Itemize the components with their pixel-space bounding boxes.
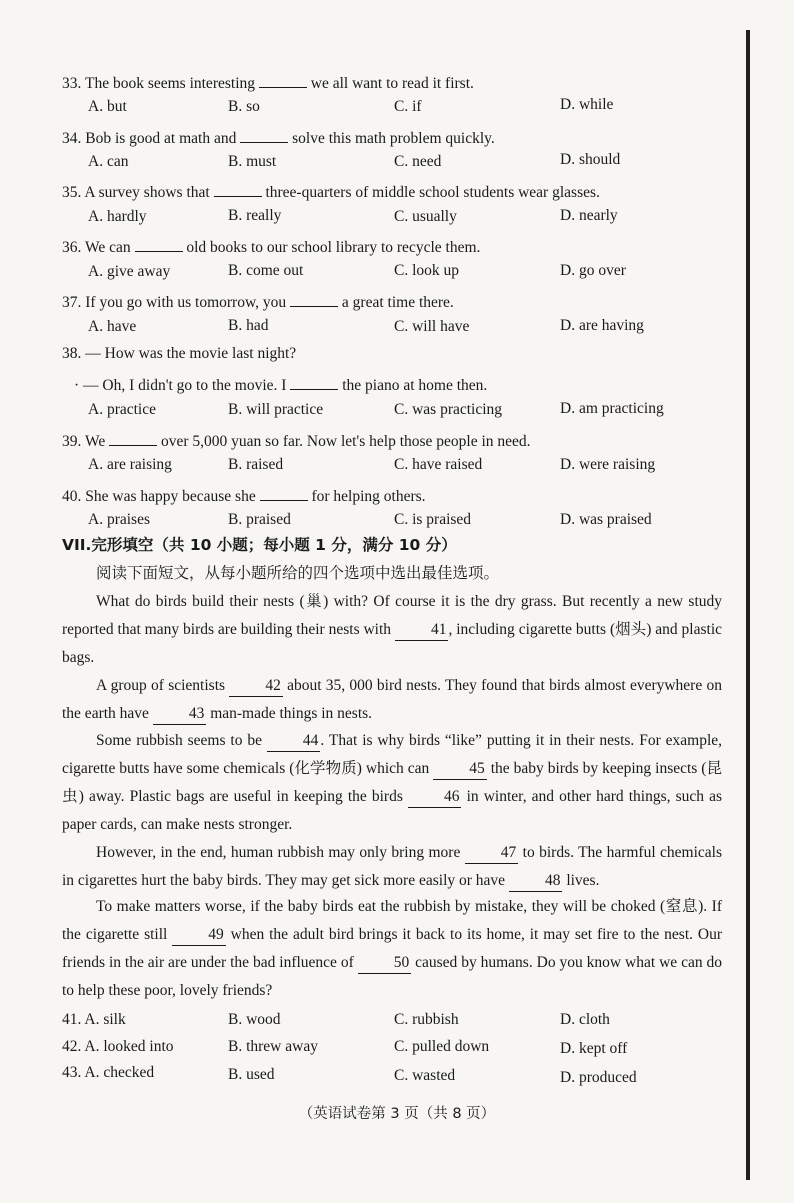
scan-edge-line xyxy=(746,30,750,1180)
question-text: 33. The book seems interesting xyxy=(62,75,256,92)
blank-41: 41 xyxy=(395,620,449,641)
answer-blank xyxy=(290,372,338,390)
answer-blank xyxy=(259,70,307,88)
option-a: A. have xyxy=(88,318,137,335)
question-text: a great time there. xyxy=(341,294,454,311)
option-c: C. if xyxy=(394,98,422,115)
question-text: 37. If you go with us tomorrow, you xyxy=(62,294,287,311)
passage-paragraph-5 xyxy=(62,893,722,1005)
page-footer: （英语试卷第 3 页（共 8 页） xyxy=(298,1106,496,1122)
answer-blank xyxy=(290,289,338,307)
blank-49: 49 xyxy=(172,925,226,946)
option-c: C. will have xyxy=(394,318,470,335)
passage-paragraph-2 xyxy=(62,672,722,728)
question-text: the piano at home then. xyxy=(342,377,488,394)
question-38-reply: · — Oh, I didn't go to the movie. I the piano at home then. xyxy=(74,372,487,396)
question-36 xyxy=(62,234,480,258)
cloze-42-option-d: D. kept off xyxy=(560,1040,628,1057)
option-a: A. practice xyxy=(88,401,156,418)
passage-text: What do birds build their nests (巢) with? Of course it is the dry grass. But recently a new study reported that many birds are building their nests with xyxy=(62,593,722,638)
option-c: C. usually xyxy=(394,208,457,225)
answer-blank xyxy=(109,428,157,446)
cloze-42-option-b: B. threw away xyxy=(228,1038,318,1055)
option-a: A. give away xyxy=(88,263,171,280)
cloze-43-option-d: D. produced xyxy=(560,1069,637,1086)
passage-text: man-made things in nests. xyxy=(210,705,373,722)
passage-paragraph-4 xyxy=(62,839,722,895)
blank-43: 43 xyxy=(153,704,207,725)
passage-text: To make matters worse, if the baby birds eat the rubbish by mistake, they will be choked (窒息). If the cigarette still xyxy=(62,898,722,943)
question-text: for helping others. xyxy=(311,488,426,505)
passage-text: in winter, and other hard things, such as paper cards, can make nests stronger. xyxy=(62,788,722,833)
option-c: C. have raised xyxy=(394,456,483,473)
question-text: 39. We xyxy=(62,433,106,450)
option-d: D. am practicing xyxy=(560,400,664,417)
cloze-41-option-a: 41. A. silk xyxy=(62,1011,126,1028)
passage-text: caused by humans. Do you know what we can do to help these poor, lovely friends? xyxy=(62,954,722,999)
question-text: three-quarters of middle school students wear glasses. xyxy=(265,184,600,201)
blank-48: 48 xyxy=(509,871,563,892)
option-a: A. hardly xyxy=(88,208,147,225)
option-b: B. praised xyxy=(228,511,291,528)
option-b: B. raised xyxy=(228,456,284,473)
option-a: A. are raising xyxy=(88,456,172,473)
option-c: C. was practicing xyxy=(394,401,503,418)
question-text: over 5,000 yuan so far. Now let's help those people in need. xyxy=(161,433,531,450)
passage-text: to birds. The harmful chemicals in cigarettes hurt the baby birds. They may get sick more easily or have xyxy=(62,844,723,889)
option-d: D. nearly xyxy=(560,207,618,224)
option-d: D. were raising xyxy=(560,456,656,473)
passage-paragraph-3 xyxy=(62,727,722,839)
question-38: 38. — How was the movie last night? xyxy=(62,345,297,362)
option-d: D. are having xyxy=(560,317,644,334)
option-b: B. really xyxy=(228,207,282,224)
passage-text: However, in the end, human rubbish may only bring more xyxy=(96,844,461,861)
option-c: C. is praised xyxy=(394,511,472,528)
question-33 xyxy=(62,70,474,94)
option-d: D. while xyxy=(560,96,614,113)
cloze-42-option-a: 42. A. looked into xyxy=(62,1038,174,1055)
question-37 xyxy=(62,289,454,313)
question-40 xyxy=(62,483,426,507)
answer-blank xyxy=(260,483,308,501)
cloze-43-option-c: C. wasted xyxy=(394,1067,456,1084)
option-a: A. but xyxy=(88,98,127,115)
question-text: old books to our school library to recycle them. xyxy=(186,239,481,256)
blank-47: 47 xyxy=(465,843,519,864)
section-title: VII.完形填空（共 10 小题；每小题 1 分，满分 10 分） xyxy=(62,536,457,554)
option-d: D. go over xyxy=(560,262,626,279)
question-text: 40. She was happy because she xyxy=(62,488,256,505)
option-b: B. so xyxy=(228,98,260,115)
blank-45: 45 xyxy=(433,759,487,780)
option-b: B. come out xyxy=(228,262,304,279)
blank-42: 42 xyxy=(229,676,283,697)
option-d: D. was praised xyxy=(560,511,652,528)
cloze-43-option-b: B. used xyxy=(228,1066,275,1083)
question-text: solve this math problem quickly. xyxy=(292,130,495,147)
question-34 xyxy=(62,125,495,149)
question-35 xyxy=(62,179,600,203)
option-c: C. look up xyxy=(394,262,460,279)
cloze-43-option-a: 43. A. checked xyxy=(62,1064,155,1081)
blank-46: 46 xyxy=(408,787,462,808)
option-c: C. need xyxy=(394,153,442,170)
cloze-41-option-b: B. wood xyxy=(228,1011,281,1028)
question-text: 34. Bob is good at math and xyxy=(62,130,237,147)
question-text: 35. A survey shows that xyxy=(62,184,210,201)
cloze-41-option-c: C. rubbish xyxy=(394,1011,459,1028)
passage-paragraph-1 xyxy=(62,588,722,672)
passage-text: A group of scientists xyxy=(96,677,226,694)
answer-blank xyxy=(135,234,183,252)
passage-text: the baby birds by keeping insects (昆虫) away. Plastic bags are useful in keeping the birds xyxy=(62,760,723,805)
answer-blank xyxy=(240,125,288,143)
passage-text: about 35, 000 bird nests. They found that birds almost everywhere on the earth have xyxy=(62,677,722,722)
passage-text: when the adult bird brings it back to its home, it may set fire to the nest. Our friends in the air are under the bad influence of xyxy=(62,926,723,971)
cloze-41-option-d: D. cloth xyxy=(560,1011,610,1028)
question-text: we all want to read it first. xyxy=(310,75,474,92)
answer-blank xyxy=(214,179,262,197)
passage-text: lives. xyxy=(566,872,600,889)
option-a: A. praises xyxy=(88,511,150,528)
question-39 xyxy=(62,428,531,452)
option-a: A. can xyxy=(88,153,129,170)
option-b: B. must xyxy=(228,153,277,170)
option-b: B. will practice xyxy=(228,401,324,418)
passage-text: Some rubbish seems to be xyxy=(96,732,262,749)
blank-50: 50 xyxy=(358,953,412,974)
question-text: — Oh, I didn't go to the movie. I xyxy=(83,377,287,394)
blank-44: 44 xyxy=(267,731,321,752)
section-instruction: 阅读下面短文，从每小题所给的四个选项中选出最佳选项。 xyxy=(96,564,500,582)
question-text: 36. We can xyxy=(62,239,131,256)
passage-text: . That is why birds “like” putting it in their nests. For example, cigarette butts have some chemicals (化学物质) which can xyxy=(62,732,723,777)
option-d: D. should xyxy=(560,151,621,168)
option-b: B. had xyxy=(228,317,269,334)
passage-text: , including cigarette butts (烟头) and plastic bags. xyxy=(62,621,723,666)
cloze-42-option-c: C. pulled down xyxy=(394,1038,490,1055)
